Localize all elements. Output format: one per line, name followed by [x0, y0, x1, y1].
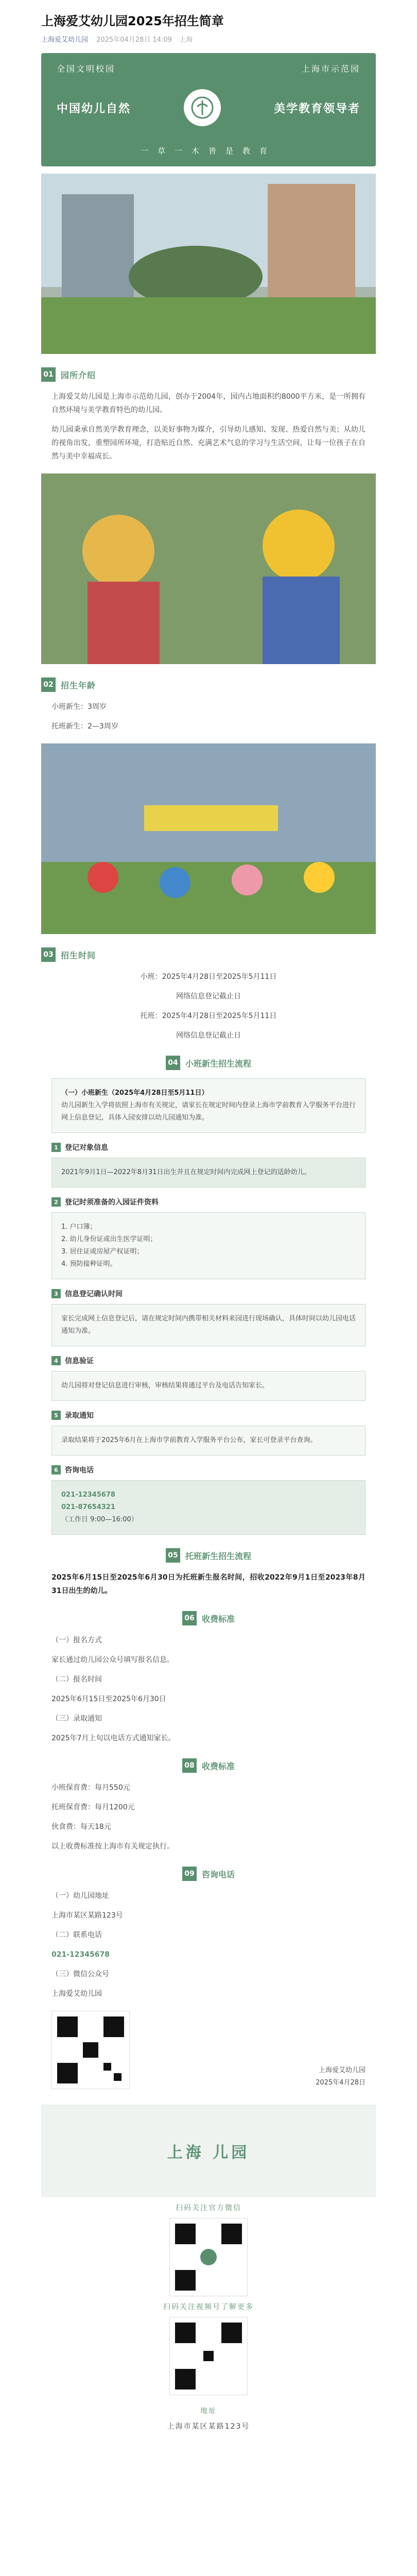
- intro-paragraph-2: 幼儿园秉承自然美学教育理念，以美好事物为媒介，引导幼儿感知、发现、热爱自然与美；从幼儿的视角出发，重塑园所环境，打造贴近自然、充满艺术气息的学习与生活空间，让每一位孩子在自然与美中幸福成长。: [51, 426, 366, 461]
- section-number: 04: [166, 1056, 180, 1070]
- section-number: 02: [41, 677, 56, 692]
- publish-date: 2025年04月28日 14:09: [96, 36, 172, 44]
- footer-brand-banner: [41, 2105, 376, 2197]
- contact-line-2: （二）联系电话: [51, 1931, 102, 1939]
- section-header-contact: [41, 1867, 376, 1881]
- step-2-header: [51, 1197, 366, 1207]
- contact-line-1: （一）幼儿园地址: [51, 1892, 109, 1900]
- contact-note: （工作日 9:00—16:00）: [61, 1516, 138, 1523]
- step-1-title: 登记对象信息: [65, 1144, 108, 1152]
- step-4-card: 幼儿园将对登记信息进行审核，审核结果将通过平台及电话告知家长。: [51, 1371, 366, 1401]
- step-1-header: [51, 1142, 366, 1153]
- banner-top-right: 上海市示范园: [301, 64, 360, 74]
- step-2-item: 3. 居住证或房屋产权证明；: [61, 1248, 144, 1256]
- contact-header: [51, 1465, 366, 1475]
- section-label: 小班新生招生流程: [185, 1058, 251, 1069]
- scan-label-2: 扫码关注视频号了解更多: [163, 2303, 254, 2311]
- step-5-header: [51, 1410, 366, 1420]
- contact-line-3: （三）微信公众号: [51, 1970, 109, 1978]
- banner-slogan: 一草一木皆是教育: [140, 146, 276, 156]
- nursery-item-3-text: 2025年7月上旬以电话方式通知家长。: [51, 1734, 176, 1742]
- step-badge: 5: [51, 1411, 61, 1420]
- step-2-item: 1. 户口簿；: [61, 1223, 97, 1231]
- nursery-item-3: （三）录取通知: [51, 1715, 102, 1723]
- step-badge: 1: [51, 1143, 61, 1152]
- step-5-card: 录取结果将于2025年6月在上海市学前教育入学服务平台公布，家长可登录平台查询。: [51, 1426, 366, 1455]
- scan-label-1: 扫码关注官方微信: [176, 2204, 241, 2212]
- intro-paragraph-1: 上海爱艾幼儿园是上海市示范幼儿园，创办于2004年，园内占地面积约8000平方米，是一所拥有自然环境与美学教育特色的幼儿园。: [51, 393, 366, 414]
- step-3-card: 家长完成网上信息登记后，请在规定时间内携带相关材料来园进行现场确认，具体时间以幼儿园电话通知为准。: [51, 1304, 366, 1346]
- step-badge: 6: [51, 1465, 61, 1475]
- contact-qr-row: [51, 2011, 366, 2089]
- contact-line-2-text[interactable]: 021-12345678: [51, 1951, 110, 1959]
- section-header-fees: [41, 1611, 376, 1625]
- step-4-title: 信息验证: [65, 1357, 94, 1365]
- footer-brand: 上海 儿园: [167, 2144, 250, 2162]
- section-number: 01: [41, 367, 56, 382]
- section-label: 招生时间: [61, 950, 96, 960]
- contact-card: [51, 1480, 366, 1535]
- section-label: 咨询电话: [201, 1869, 235, 1879]
- signature-school: 上海爱艾幼儿园: [318, 2066, 366, 2074]
- section-number: 03: [41, 947, 56, 962]
- school-banner: [41, 53, 376, 166]
- children-photo-1: [41, 473, 376, 664]
- enroll-intro-title: （一）小班新生（2025年4月28日至5月11日）: [61, 1089, 208, 1097]
- campus-photo: [41, 174, 376, 354]
- section-label: 托班新生招生流程: [185, 1551, 251, 1561]
- banner-mid-row: [57, 89, 360, 126]
- fee-line-4: 以上收费标准按上海市有关规定执行。: [51, 1842, 174, 1851]
- nursery-item-2: （二）报名时间: [51, 1675, 102, 1684]
- official-account-qr-code: [169, 2218, 248, 2296]
- section-header-age: [41, 677, 376, 692]
- account-name-link[interactable]: 上海爱艾幼儿园: [41, 36, 89, 44]
- banner-main-left: 中国幼儿自然: [57, 102, 131, 115]
- time-line-1-note: 网络信息登记截止日: [176, 992, 241, 1001]
- step-2-item: 2. 幼儿身份证或出生医学证明；: [61, 1235, 157, 1243]
- contact-line-1-text: 上海市某区某路123号: [51, 1911, 123, 1920]
- step-badge: 2: [51, 1197, 61, 1207]
- step-5-title: 录取通知: [65, 1412, 94, 1420]
- section-label: 收费标准: [201, 1614, 235, 1624]
- children-photo-2: [41, 743, 376, 934]
- article-meta: [41, 34, 376, 44]
- step-1-card: 2021年9月1日—2022年8月31日出生并且在规定时间内完成网上登记的适龄幼儿。: [51, 1158, 366, 1188]
- step-4-header: [51, 1355, 366, 1366]
- section-number: 09: [182, 1867, 197, 1881]
- age-line-1: 小班新生：3周岁: [51, 703, 107, 711]
- section-header-time: [41, 947, 376, 962]
- contact-title: 咨询电话: [65, 1466, 94, 1475]
- step-badge: 4: [51, 1356, 61, 1365]
- step-2-title: 登记时须准备的入园证件资料: [65, 1198, 159, 1207]
- nursery-item-1: （一）报名方式: [51, 1636, 102, 1645]
- step-3-header: [51, 1289, 366, 1299]
- banner-top-row: [57, 62, 360, 74]
- fee-line-3: 伙食费：每天18元: [51, 1823, 111, 1831]
- section-header-nursery: [41, 1548, 376, 1563]
- section-header-fee-standard: [41, 1758, 376, 1773]
- step-3-title: 信息登记确认时间: [65, 1290, 123, 1298]
- nursery-intro: 2025年6月15日至2025年6月30日为托班新生报名时间，招收2022年9月1日至2023年8月31日出生的幼儿。: [51, 1573, 366, 1595]
- fee-line-1: 小班保育费：每月550元: [51, 1784, 130, 1792]
- time-line-1: 小班：2025年4月28日至2025年5月11日: [140, 973, 277, 981]
- footer-address-label: 地址: [200, 2407, 217, 2415]
- section-label: 招生年龄: [61, 680, 96, 690]
- nursery-item-1-text: 家长通过幼儿园公众号填写报名信息。: [51, 1656, 174, 1664]
- step-2-item: 4. 预防接种证明。: [61, 1260, 117, 1268]
- contact-phone[interactable]: 021-12345678: [61, 1491, 115, 1499]
- video-channel-qr-code: [169, 2317, 248, 2395]
- banner-top-left: 全国文明校园: [57, 64, 116, 74]
- footer-qr-2-wrap: [0, 2317, 417, 2395]
- school-logo-icon: [184, 89, 221, 126]
- fee-line-2: 托班保育费：每月1200元: [51, 1803, 135, 1811]
- step-2-card: [51, 1212, 366, 1279]
- wechat-qr-code: [51, 2011, 130, 2089]
- publish-location: 上海: [179, 36, 193, 44]
- footer-qr-1-wrap: [0, 2218, 417, 2296]
- enroll-intro-card: [51, 1078, 366, 1133]
- section-header-enroll: [41, 1056, 376, 1070]
- signature-date: 2025年4月28日: [316, 2079, 366, 2087]
- section-number: 06: [182, 1611, 197, 1625]
- section-label: 收费标准: [201, 1761, 235, 1771]
- contact-phone-2[interactable]: 021-87654321: [61, 1503, 115, 1511]
- section-number: 08: [182, 1758, 197, 1773]
- step-badge: 3: [51, 1289, 61, 1298]
- section-header-intro: [41, 367, 376, 382]
- contact-line-3-text: 上海爱艾幼儿园: [51, 1990, 102, 1998]
- enroll-intro-text: 幼儿园新生入学将依照上海市有关规定，请家长在规定时间内登录上海市学前教育入学服务平台进行网上信息登记，具体入园安排以幼儿园通知为准。: [61, 1101, 356, 1122]
- article-title: 上海爱艾幼儿园2025年招生简章: [41, 14, 224, 28]
- article-header: [0, 0, 417, 53]
- nursery-item-2-text: 2025年6月15日至2025年6月30日: [51, 1695, 166, 1703]
- time-line-2-note: 网络信息登记截止日: [176, 1031, 241, 1040]
- age-line-2: 托班新生：2—3周岁: [51, 722, 118, 731]
- section-label: 园所介绍: [61, 370, 96, 380]
- banner-main-right: 美学教育领导者: [273, 102, 360, 115]
- section-number: 05: [166, 1548, 180, 1563]
- time-line-2: 托班：2025年4月28日至2025年5月11日: [140, 1012, 277, 1020]
- footer-address: 上海市某区某路123号: [167, 2422, 250, 2431]
- signature-block: [316, 2064, 366, 2089]
